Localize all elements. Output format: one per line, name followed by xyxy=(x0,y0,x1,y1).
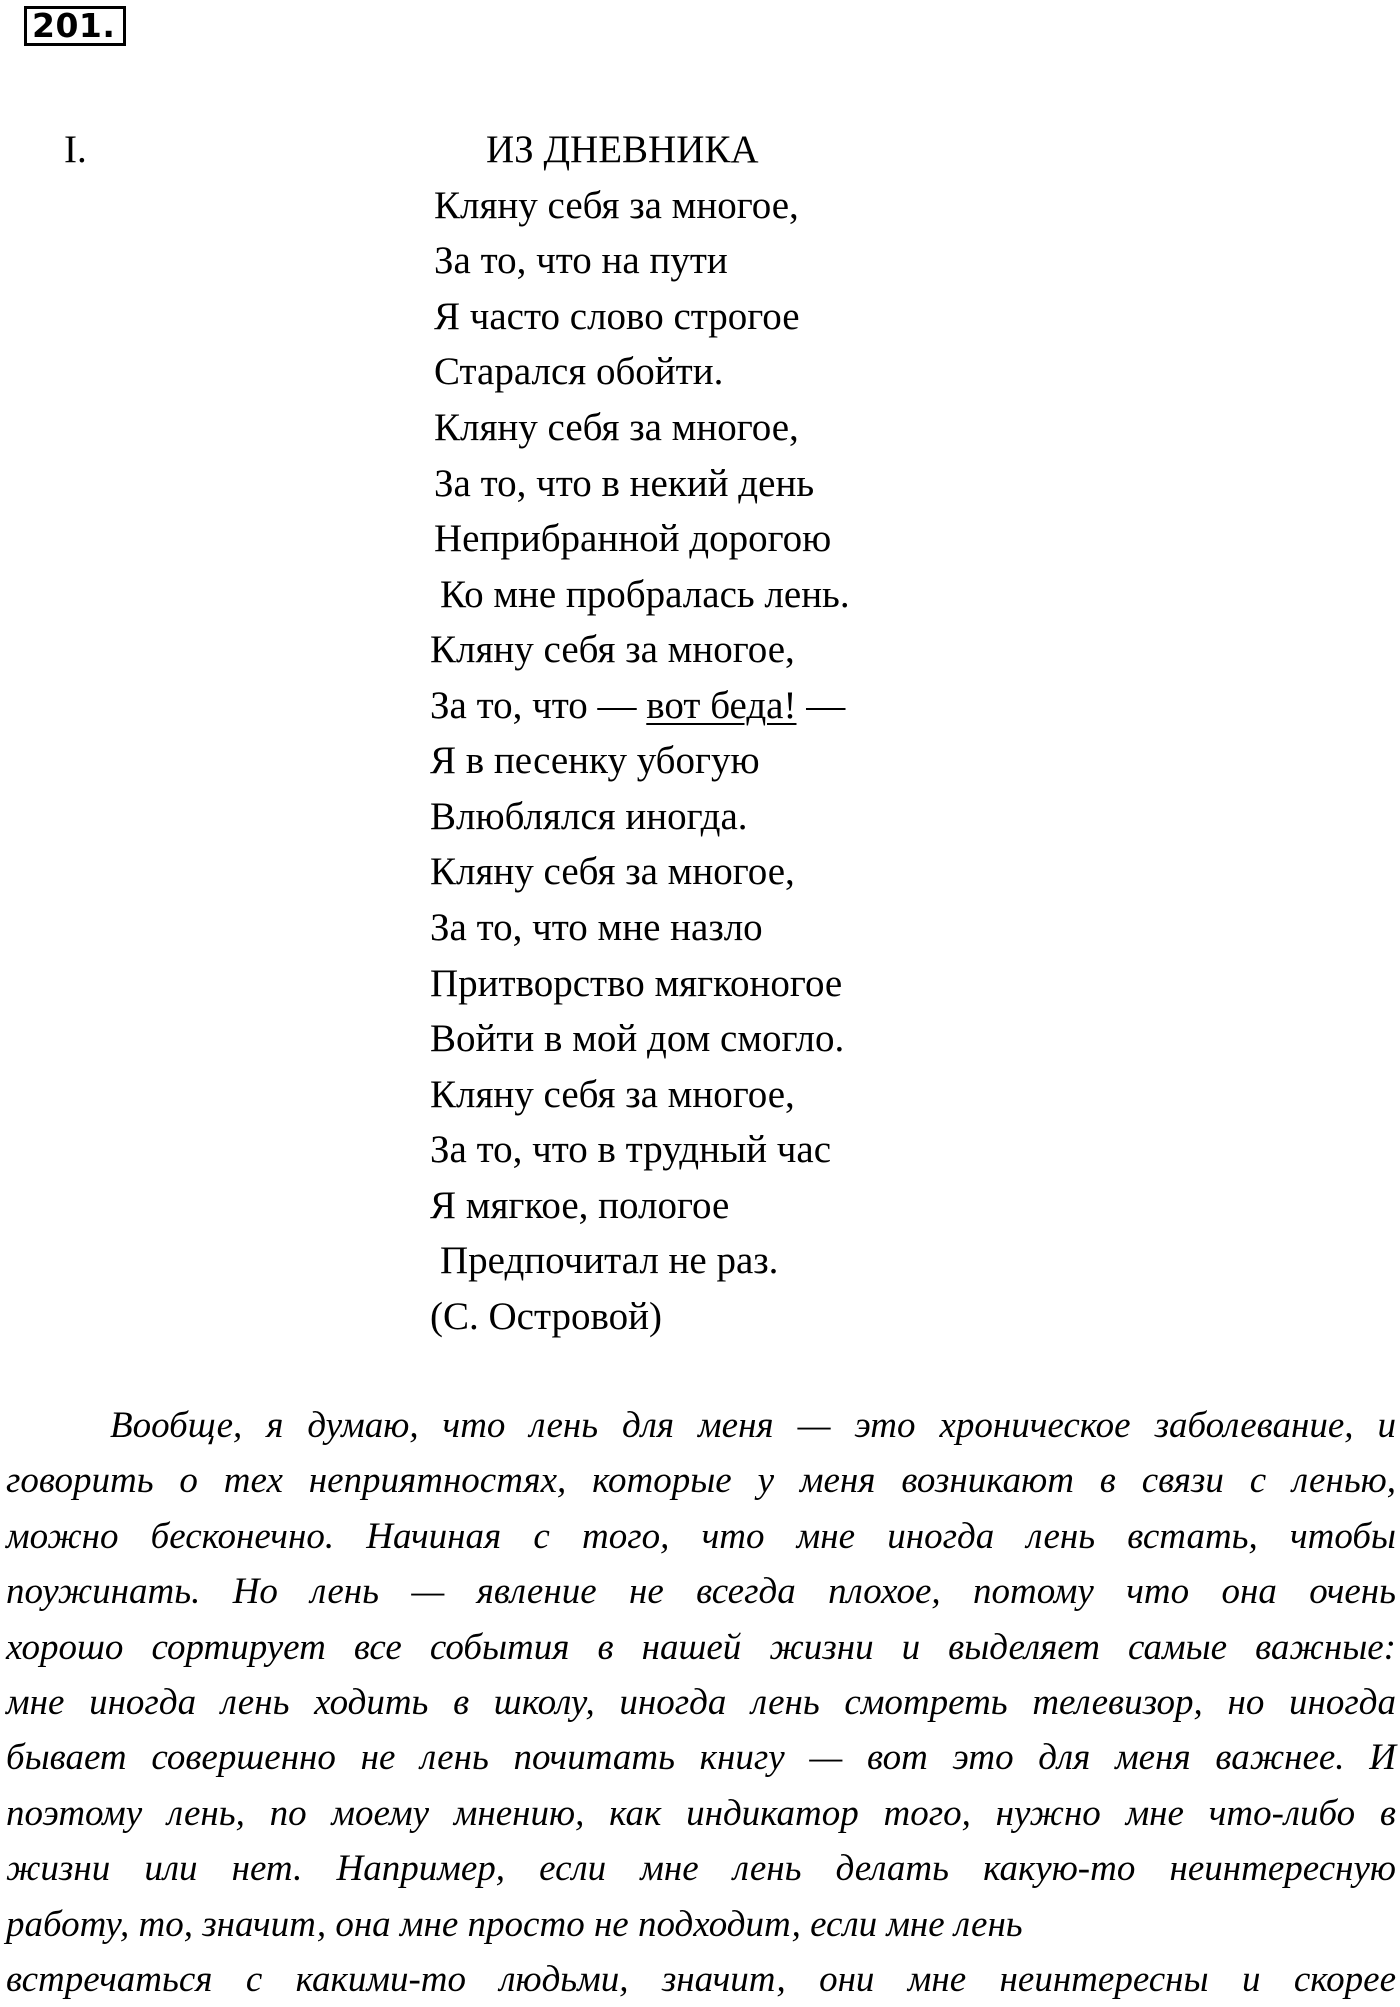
essay-line: можно бесконечно. Начиная с того, что мне иногда лень встать, чтобы xyxy=(6,1515,1396,1557)
essay-line: Вообще, я думаю, что лень для меня — это хроническое заболевание, и xyxy=(110,1405,1396,1446)
poem-line: За то, что в трудный час xyxy=(430,1128,832,1171)
poem-line: Кляну себя за многое, xyxy=(430,1073,795,1116)
poem-line: Предпочитал не раз. xyxy=(440,1239,779,1282)
poem-line: Я в песенку убогую xyxy=(430,739,760,782)
poem-line: Ко мне пробралась лень. xyxy=(440,573,850,616)
poem-author: (С. Островой) xyxy=(430,1295,663,1338)
essay-line: хорошо сортирует все события в нашей жизни и выделяет самые важные: xyxy=(6,1626,1396,1668)
poem-line: Я часто слово строгое xyxy=(434,295,800,338)
essay-line: поужинать. Но лень — явление не всегда плохое, потому что она очень xyxy=(6,1571,1396,1613)
essay-line: работу, то, значит, она мне просто не подходит, если мне лень xyxy=(6,1903,1023,1945)
poem-line: Влюблялся иногда. xyxy=(430,795,748,838)
poem-line: Неприбранной дорогою xyxy=(434,517,832,560)
essay-line: встречаться с какими-то людьми, значит, они мне неинтересны и скорее xyxy=(6,1959,1396,2001)
poem-title: ИЗ ДНЕВНИКА xyxy=(486,128,759,171)
poem-line: За то, что мне назло xyxy=(430,906,763,949)
poem-line: За то, что в некий день xyxy=(434,462,815,505)
poem-line xyxy=(430,682,845,730)
essay-line: мне иногда лень ходить в школу, иногда лень смотреть телевизор, но иногда xyxy=(6,1682,1396,1724)
essay-line: бывает совершенно не лень почитать книгу — вот это для меня важнее. И xyxy=(6,1737,1396,1779)
poem-line: Кляну себя за многое, xyxy=(430,850,795,893)
part-label: I. xyxy=(64,128,87,171)
poem-line-dash: — xyxy=(796,684,846,727)
poem-line: Кляну себя за многое, xyxy=(430,628,795,671)
poem-line: Старался обойти. xyxy=(434,350,724,393)
essay-line: говорить о тех неприятностях, которые у меня возникают в связи с ленью, xyxy=(6,1460,1396,1502)
underlined-phrase: вот беда! xyxy=(646,684,797,727)
poem-line: Кляну себя за многое, xyxy=(434,184,799,227)
poem-line-text: За то, что — xyxy=(430,684,647,727)
poem-line: Войти в мой дом смогло. xyxy=(430,1017,845,1060)
exercise-number: 201. xyxy=(24,6,126,46)
poem-line: Кляну себя за многое, xyxy=(434,406,799,449)
poem-line: Притворство мягконогое xyxy=(430,962,843,1005)
essay-line: жизни или нет. Например, если мне лень делать какую-то неинтересную xyxy=(6,1848,1396,1890)
essay-paragraph xyxy=(6,1398,1396,2007)
poem-line: За то, что на пути xyxy=(434,239,728,282)
essay-line: поэтому лень, по моему мнению, как индикатор того, нужно мне что-либо в xyxy=(6,1792,1396,1834)
poem-line: Я мягкое, пологое xyxy=(430,1184,730,1227)
